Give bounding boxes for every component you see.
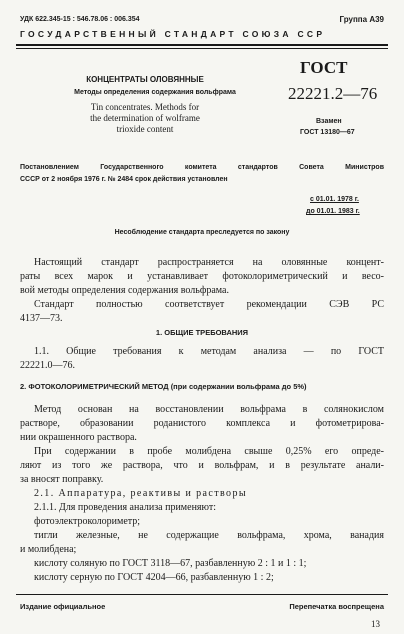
equipment-photocolorimeter: фотоэлектроколориметр; [34, 516, 141, 527]
method-line2: растворе, образовании роданистого комплекса и фотометрирова- [20, 418, 384, 429]
reagent-sulfuric-acid: кислоту серную по ГОСТ 4204—66, разбавленную 1 : 2; [34, 572, 274, 583]
footer-official-edition: Издание официальное [20, 602, 106, 611]
molybdenum-line3: за вносят поправку. [20, 474, 104, 485]
intro-line2: раты всех марок и устанавливает фотоколориметрический и весо- [20, 271, 384, 282]
group-code: Группа А39 [339, 15, 384, 24]
title-en-line3: trioxide content [116, 124, 174, 134]
molybdenum-line1: При содержании в пробе молибдена свыше 0,25% его опреде- [34, 446, 384, 457]
udk-code: УДК 622.345-15 : 546.78.06 : 006.354 [20, 16, 140, 23]
intro-line1: Настоящий стандарт распространяется на оловянные концент- [34, 257, 384, 268]
decree-line2: СССР от 2 ноября 1976 г. № 2484 срок действия установлен [20, 176, 228, 183]
state-standard-heading: ГОСУДАРСТВЕННЫЙ СТАНДАРТ СОЮЗА ССР [20, 29, 326, 39]
item-2-1: 2.1. Аппаратура, реактивы и растворы [34, 488, 247, 499]
footer-rule [16, 594, 388, 595]
molybdenum-line2: ляют из того же раствора, что и вольфрам, и в результате анали- [20, 460, 384, 471]
page-number: 13 [371, 619, 380, 629]
header-rule-thin [16, 48, 388, 49]
title-ru-main: КОНЦЕНТРАТЫ ОЛОВЯННЫЕ [86, 75, 204, 84]
method-line3: нии окрашенного раствора. [20, 432, 137, 443]
section-2-title: 2. ФОТОКОЛОРИМЕТРИЧЕСКИЙ МЕТОД [20, 382, 169, 391]
item-2-1-1: 2.1.1. Для проведения анализа применяют: [34, 502, 217, 513]
item-1-1-line2: 22221.0—76. [20, 360, 75, 371]
reagent-hydrochloric-acid: кислоту соляную по ГОСТ 3118—67, разбавленную 2 : 1 и 1 : 1; [34, 558, 307, 569]
method-line1: Метод основан на восстановлении вольфрама в солянокислом [34, 404, 384, 415]
intro-line3: вой методы определения содержания вольфрама. [20, 285, 229, 296]
footer-reprint-forbidden: Перепечатка воспрещена [289, 602, 384, 611]
validity-from: с 01.01. 1978 г. [310, 196, 359, 203]
section-2-heading [20, 382, 307, 391]
gost-number: 22221.2—76 [288, 84, 378, 103]
gost-label: ГОСТ [300, 58, 348, 77]
section-1-heading: 1. ОБЩИЕ ТРЕБОВАНИЯ [155, 328, 249, 337]
compliance-line2: 4137—73. [20, 313, 63, 324]
section-2-condition: (при содержании вольфрама до 5%) [170, 382, 307, 391]
compliance-line1: Стандарт полностью соответствует рекомендации СЭВ РС [34, 299, 384, 310]
equipment-crucibles-line2: и молибдена; [20, 544, 77, 555]
equipment-crucibles-line1: тигли железные, не содержащие вольфрама, хрома, ванадия [34, 530, 384, 541]
title-en-line1: Tin concentrates. Methods for [90, 102, 200, 112]
title-ru-sub: Методы определения содержания вольфрама [74, 89, 236, 96]
header-rule-thick [16, 44, 388, 46]
validity-until: до 01.01. 1983 г. [306, 208, 360, 215]
title-en-line2: the determination of wolframe [90, 113, 200, 123]
law-warning: Несоблюдение стандарта преследуется по закону [114, 229, 290, 236]
item-1-1-line1: 1.1. Общие требования к методам анализа — по ГОСТ [34, 346, 384, 357]
replaces-standard: ГОСТ 13180—67 [300, 129, 355, 136]
decree-line1: Постановлением Государственного комитета стандартов Совета Министров [20, 164, 384, 171]
replaces-label: Взамен [316, 118, 342, 125]
